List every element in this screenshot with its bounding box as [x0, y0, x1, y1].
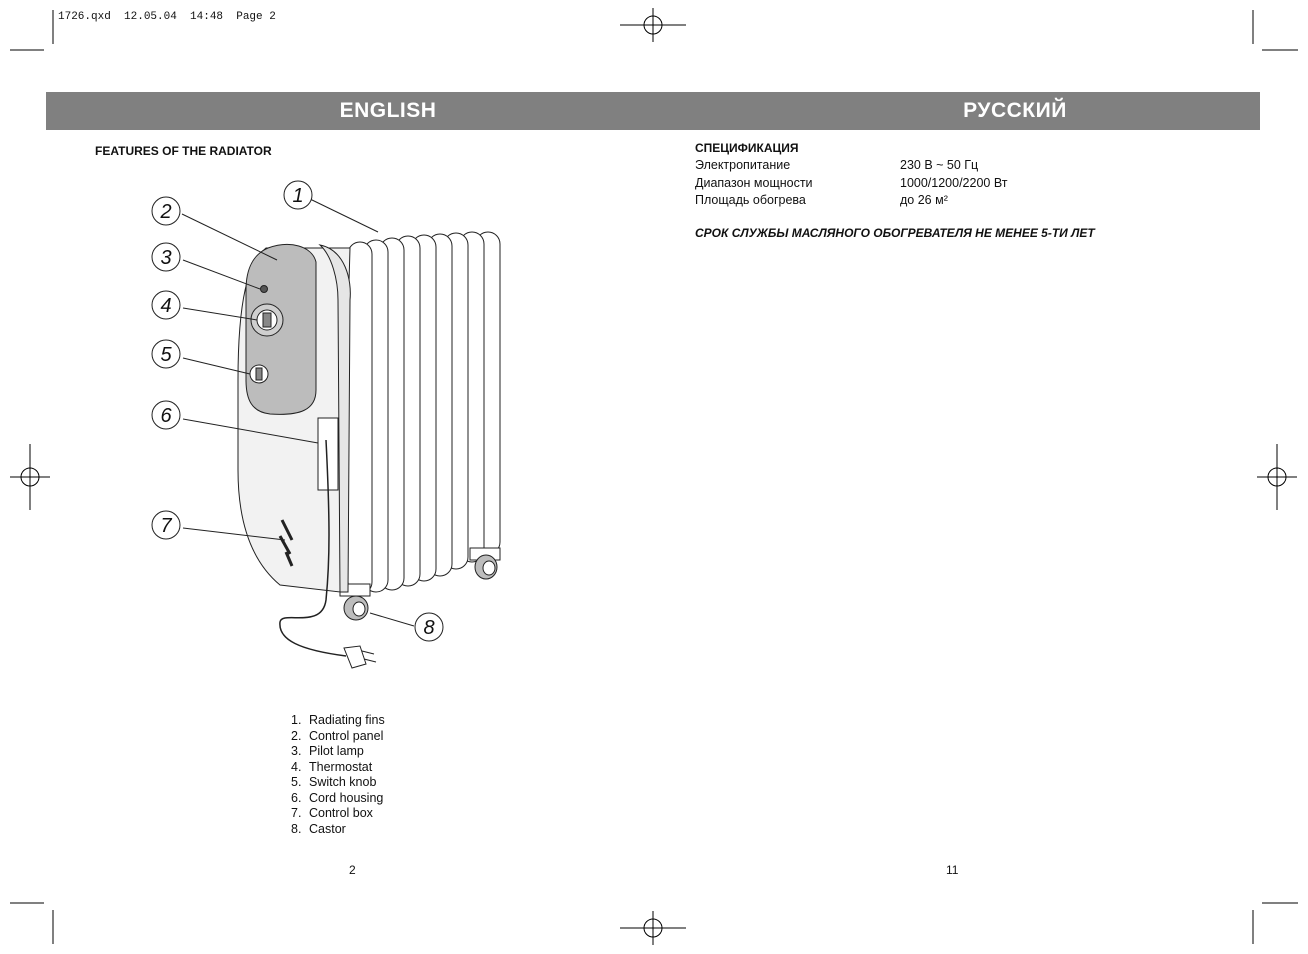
spec-row-power-range: Диапазон мощности 1000/1200/2200 Вт [695, 176, 1008, 190]
russian-heading: РУССКИЙ [963, 99, 1067, 122]
callout-1: 1 [292, 185, 304, 207]
list-item: 1. Radiating fins [291, 713, 385, 727]
radiator-diagram [140, 170, 520, 690]
list-item: 4. Thermostat [291, 759, 373, 774]
page-number-left: 2 [349, 863, 356, 877]
list-item: 8. Castor [291, 821, 346, 836]
callout-7: 7 [160, 515, 172, 537]
spec-row-power-supply: Электропитание 230 В ~ 50 Гц [695, 158, 979, 172]
callout-6: 6 [160, 405, 172, 427]
list-item: 7. Control box [291, 806, 373, 820]
list-item: 6. Cord housing [291, 790, 384, 805]
spec-row-heating-area: Площадь обогрева до 26 м² [695, 193, 948, 207]
callout-8: 8 [423, 617, 435, 639]
english-heading: ENGLISH [339, 99, 437, 122]
features-list [291, 713, 385, 837]
file-slug: 1726.qxd 12.05.04 14:48 Page 2 [58, 11, 276, 23]
service-life-note: СРОК СЛУЖБЫ МАСЛЯНОГО ОБОГРЕВАТЕЛЯ НЕ МЕНЕЕ 5-ТИ ЛЕТ [695, 226, 1095, 240]
language-banner [46, 92, 1260, 130]
list-item: 3. Pilot lamp [291, 744, 364, 758]
spec-title: СПЕЦИФИКАЦИЯ [695, 141, 799, 155]
callout-3: 3 [160, 247, 172, 269]
page-number-right: 11 [946, 863, 959, 877]
list-item: 2. Control panel [291, 728, 384, 743]
callout-5: 5 [160, 344, 172, 366]
features-title: FEATURES OF THE RADIATOR [95, 144, 272, 158]
list-item: 5. Switch knob [291, 775, 377, 789]
radiating-fins [348, 232, 500, 594]
callout-2: 2 [160, 201, 172, 223]
callout-4: 4 [160, 295, 172, 317]
